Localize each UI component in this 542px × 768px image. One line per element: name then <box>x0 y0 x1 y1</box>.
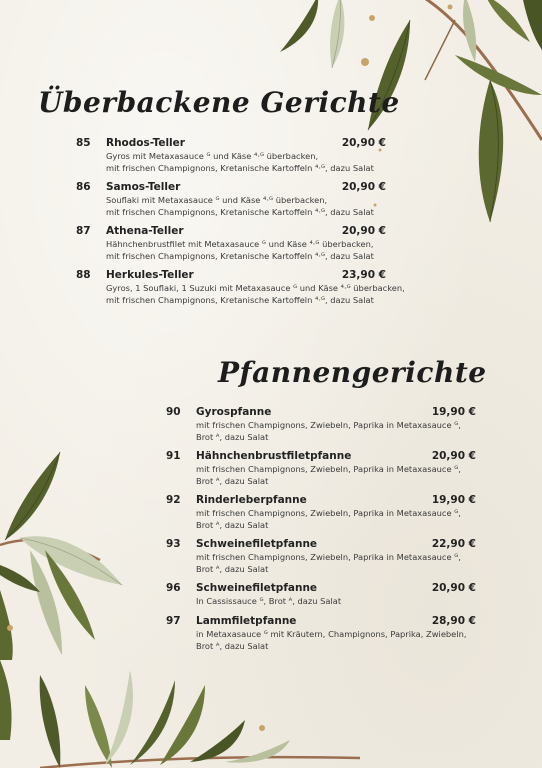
description-line: mit frischen Champignons, Zwiebeln, Paprika in Metaxasauce ᴳ, <box>196 552 461 562</box>
description-line: Gyros, 1 Souflaki, 1 Suzuki mit Metaxasauce ᴳ und Käse ⁴·ᴳ überbacken, <box>106 283 405 293</box>
description-line: Brot ᴬ, dazu Salat <box>196 641 269 651</box>
description-line: Brot ᴬ, dazu Salat <box>196 520 269 530</box>
olive-branch-bottom-icon <box>0 640 360 768</box>
item-name: Samos-Teller <box>106 181 181 193</box>
item-number: 87 <box>76 225 91 237</box>
item-description <box>196 551 461 575</box>
item-name: Herkules-Teller <box>106 269 194 281</box>
item-name: Schweinefiletpfanne <box>196 538 318 550</box>
description-line: mit frischen Champignons, Kretanische Kartoffeln ⁴·ᴳ, dazu Salat <box>106 295 374 305</box>
item-number: 86 <box>76 181 91 193</box>
item-name: Hähnchenbrustfiletpfanne <box>196 450 352 462</box>
item-name: Lammfiletpfanne <box>196 615 297 627</box>
item-number: 96 <box>166 582 181 594</box>
description-line: mit frischen Champignons, Kretanische Kartoffeln ⁴·ᴳ, dazu Salat <box>106 163 374 173</box>
item-description <box>106 282 405 306</box>
item-description <box>106 238 374 262</box>
item-number: 93 <box>166 538 181 550</box>
item-description <box>196 595 341 607</box>
item-number: 88 <box>76 269 91 281</box>
item-price: 28,90 € <box>431 615 476 627</box>
item-number: 97 <box>166 615 181 627</box>
item-description <box>106 150 374 174</box>
item-description <box>196 419 461 443</box>
description-line: Hähnchenbrustfilet mit Metaxasauce ᴳ und Käse ⁴·ᴳ überbacken, <box>106 239 374 249</box>
description-line: mit frischen Champignons, Zwiebeln, Paprika in Metaxasauce ᴳ, <box>196 508 461 518</box>
item-price: 20,90 € <box>341 181 386 193</box>
description-line: Souflaki mit Metaxasauce ᴳ und Käse ⁴·ᴳ überbacken, <box>106 195 328 205</box>
section-title-pfannengerichte: Pfannengerichte <box>218 356 487 389</box>
description-line: Gyros mit Metaxasauce ᴳ und Käse ⁴·ᴳ überbacken, <box>106 151 319 161</box>
item-price: 20,90 € <box>341 137 386 149</box>
item-name: Athena-Teller <box>106 225 184 237</box>
item-price: 23,90 € <box>341 269 386 281</box>
item-number: 90 <box>166 406 181 418</box>
item-number: 85 <box>76 137 91 149</box>
item-number: 91 <box>166 450 181 462</box>
item-description <box>106 194 374 218</box>
description-line: in Metaxasauce ᴳ mit Kräutern, Champignons, Paprika, Zwiebeln, <box>196 629 467 639</box>
item-name: Gyrospfanne <box>196 406 272 418</box>
item-description <box>196 463 461 487</box>
item-description <box>196 628 467 652</box>
description-line: Brot ᴬ, dazu Salat <box>196 432 269 442</box>
item-name: Rhodos-Teller <box>106 137 185 149</box>
description-line: Brot ᴬ, dazu Salat <box>196 564 269 574</box>
item-price: 19,90 € <box>431 494 476 506</box>
item-description <box>196 507 461 531</box>
item-price: 20,90 € <box>431 582 476 594</box>
description-line: Brot ᴬ, dazu Salat <box>196 476 269 486</box>
item-price: 19,90 € <box>431 406 476 418</box>
description-line: In Cassissauce ᴳ, Brot ᴬ, dazu Salat <box>196 596 342 606</box>
item-name: Rinderleberpfanne <box>196 494 307 506</box>
item-price: 20,90 € <box>431 450 476 462</box>
description-line: mit frischen Champignons, Kretanische Kartoffeln ⁴·ᴳ, dazu Salat <box>106 207 374 217</box>
item-price: 20,90 € <box>341 225 386 237</box>
section-title-ueberbackene-gerichte: Überbackene Gerichte <box>38 86 400 119</box>
item-price: 22,90 € <box>431 538 476 550</box>
olive-branch-left-icon <box>0 440 140 660</box>
item-name: Schweinefiletpfanne <box>196 582 318 594</box>
description-line: mit frischen Champignons, Zwiebeln, Paprika in Metaxasauce ᴳ, <box>196 420 461 430</box>
description-line: mit frischen Champignons, Kretanische Kartoffeln ⁴·ᴳ, dazu Salat <box>106 251 374 261</box>
description-line: mit frischen Champignons, Zwiebeln, Paprika in Metaxasauce ᴳ, <box>196 464 461 474</box>
item-number: 92 <box>166 494 181 506</box>
